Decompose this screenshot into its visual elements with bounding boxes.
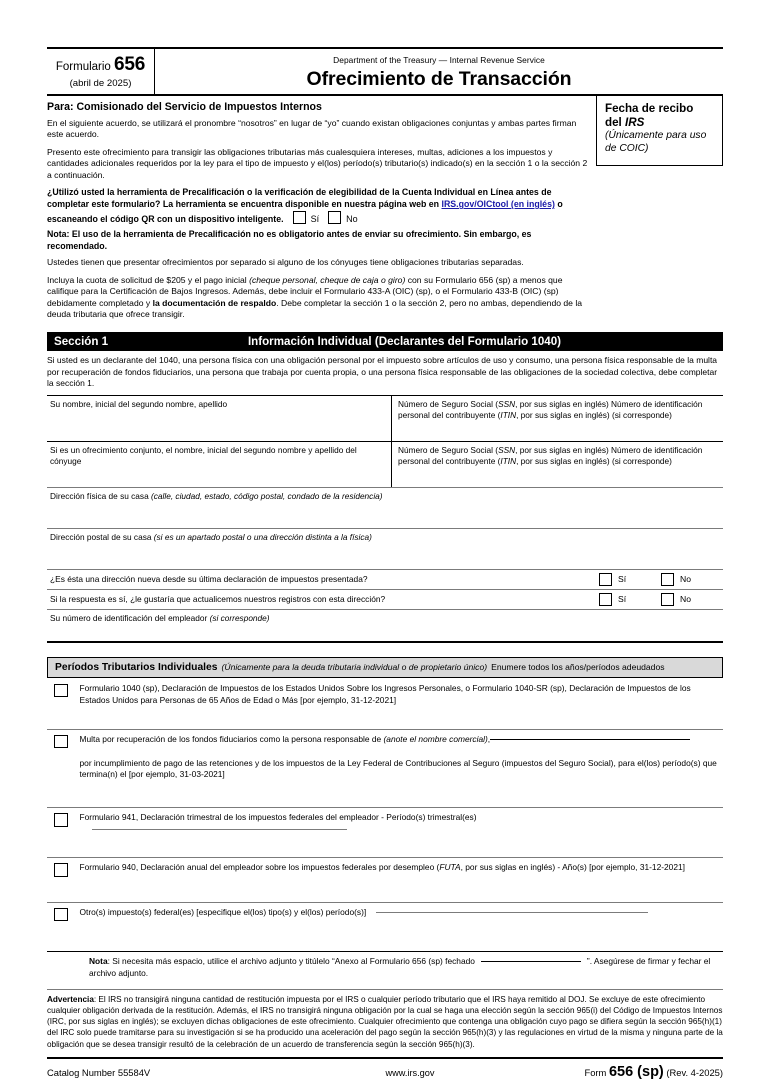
fill-space-1040[interactable] [47, 707, 723, 729]
fill-space-941[interactable] [47, 836, 723, 857]
attachment-note [47, 951, 723, 980]
attachment-note-text-a: : Si necesita más espacio, utilice el archivo adjunto y titúlelo “Anexo al Formulario 656 (sp) fechado [107, 956, 475, 967]
futa-abbrev: FUTA [439, 862, 461, 873]
new-address-yes-option[interactable] [599, 573, 661, 586]
fill-space-other[interactable] [47, 921, 723, 951]
spouse-ssn-label-a: Número de Seguro Social ( [398, 444, 499, 455]
receipt-box-subtitle: (Únicamente para uso de COIC) [605, 130, 707, 154]
mailing-address-field[interactable] [47, 528, 723, 569]
checkbox-1040[interactable] [54, 684, 68, 698]
intro-paragraph-1: En el siguiente acuerdo, se utilizará el pronombre “nosotros” en lugar de “yo” cuando existan obligaciones conjuntas y ambas partes firman este acuerdo. [47, 118, 577, 140]
ssn-label-a: Número de Seguro Social ( [398, 398, 499, 409]
form-title-block [155, 49, 723, 94]
spouse-ssn-field[interactable] [392, 442, 723, 487]
prequalifier-no-checkbox[interactable] [328, 211, 341, 224]
attachment-note-label: Nota [89, 956, 108, 967]
spouse-name-field[interactable] [47, 442, 392, 487]
home-address-label-a: Dirección física de su casa [50, 490, 151, 501]
update-records-question: Si la respuesta es sí, ¿le gustaría que actualicemos nuestros registros con esta dirección? [50, 594, 386, 605]
spouse-ssn-label-c: , por sus siglas en inglés) (si corresponde) [516, 455, 672, 466]
new-address-no-option[interactable] [661, 573, 723, 586]
footer-form-id [523, 1064, 723, 1080]
other-taxes-text: Otro(s) impuesto(s) federal(es) [especifique el(los) tipo(s) y el(los) período(s)] [79, 906, 367, 917]
form-941-text: Formulario 941, Declaración trimestral de los impuestos federales del empleador - Período(s) trimestral(es) [79, 812, 477, 823]
intro-band [47, 94, 723, 330]
section-1-intro: Si usted es un declarante del 1040, una persona física con una obligación personal por el impuesto sobre artículos de uso y consumo, una persona física responsable de la multa por recuperación de fondos fiduciarios, una persona que trabaja por cuenta propia, o una persona física responsable de las obligaciones de la sociedad colectiva, debe completar la sección 1. [47, 355, 718, 389]
home-address-label-i: (calle, ciudad, estado, código postal, condado de la residencia) [151, 490, 383, 501]
label-940 [68, 862, 724, 877]
tax-periods-heading-italic: (Únicamente para la deuda tributaria individual o de propietario único) [221, 662, 488, 673]
ssn-label-c: , por sus siglas en inglés) (si corresponde) [516, 409, 672, 420]
other-taxes-line[interactable] [376, 912, 648, 913]
warning-paragraph [47, 989, 723, 1050]
update-records-no-label: No [680, 594, 691, 605]
taxpayer-ssn-field[interactable] [392, 396, 723, 441]
prequalifier-question [47, 187, 588, 226]
prequalifier-question-text-2: o escaneando el código QR con un dispositivo inteligente. [47, 199, 563, 225]
spouse-itin-abbrev: ITIN [500, 455, 517, 466]
taxpayer-ssn-label [398, 399, 720, 421]
section-1-number: Sección 1 [54, 335, 109, 349]
form-940-text-b: , por sus siglas en inglés) - Año(s) [por ejemplo, 31-12-2021] [460, 862, 685, 873]
receipt-title-irs: IRS [624, 115, 645, 129]
receipt-title-prefix: del [605, 115, 625, 129]
fill-space-trust-fund[interactable] [47, 781, 723, 807]
taxpayer-name-label: Su nombre, inicial del segundo nombre, apellido [50, 398, 228, 409]
mailing-address-label-i: (si es un apartado postal o una dirección distinta a la física) [153, 531, 372, 542]
catalog-number: Catalog Number 55584V [47, 1066, 151, 1078]
oic-tool-link[interactable]: IRS.gov/OICtool (en inglés) [441, 199, 555, 210]
receipt-box-title [605, 102, 716, 129]
receipt-title-line1: Fecha de recibo [605, 102, 694, 115]
tax-periods-heading [47, 657, 723, 678]
mailing-address-label [50, 532, 720, 543]
taxpayer-name-row [47, 395, 723, 441]
attachment-note-text-b: ”. Asegúrese de firmar y fechar el archivo adjunto. [89, 956, 711, 978]
fee-text-b: con su Formulario 656 (sp) a menos que califique para la Certificación de Bajos Ingresos. Además, debe incluir el Formulario 433-A (OIC) (sp), o el Formulario 433-B (OIC) (sp) debidamente completado y [47, 274, 563, 308]
intro-paragraph-2: Presento este ofrecimiento para transigir las obligaciones tributarias más cualesquiera intereses, multas, adiciones a los impuestos y cantidades adicionales requeridos por la ley para el tipo de impuesto y el(los) período(s) tributario(s) indicado(s) en la sección 1 o la sección 2 a continuación. [47, 146, 588, 180]
form-number-line [49, 55, 152, 74]
update-records-no-checkbox[interactable] [661, 593, 674, 606]
prequalifier-question-text-1: ¿Utilizó usted la herramienta de Precalificación o la verificación de elegibilidad de la Cuenta Individual en Línea antes de completar este formulario? La herramienta se encuentra disponible en nuestra página web en [47, 187, 552, 210]
irs-receipt-date-box [596, 96, 723, 166]
form-date: (abril de 2025) [69, 78, 132, 89]
spouse-name-label: Si es un ofrecimiento conjunto, el nombre, inicial del segundo nombre y apellido del cónyuge [50, 444, 357, 466]
fee-text-c: . Debe completar la sección 1 o la sección 2, pero no ambas, dependiendo de la deuda tributaria que ofrece transigir. [47, 297, 583, 320]
form-940-text-a: Formulario 940, Declaración anual del empleador sobre los impuestos federales por desempleo ( [79, 862, 440, 873]
checkbox-940[interactable] [54, 863, 68, 877]
ssn-label-b: , por sus siglas en inglés) Número de identificación personal del contribuyente ( [398, 398, 703, 420]
receipt-column [596, 96, 723, 330]
checkbox-trust-fund-penalty[interactable] [54, 735, 68, 749]
tax-period-item-other[interactable] [47, 902, 723, 922]
mailing-address-label-a: Dirección postal de su casa [50, 531, 154, 542]
tfrp-text-c: por incumplimiento de pago de las retenciones y de los impuestos de la Ley Federal de Contribuciones al Seguro (impuestos del Seguro Social), para el(los) período(s) que termina(n) el [por ejemplo, 31-03-2021] [79, 757, 717, 780]
irs-website-url: www.irs.gov [385, 1067, 435, 1078]
intro-paragraph-4 [47, 275, 588, 321]
checkbox-941[interactable] [54, 813, 68, 827]
update-records-question-row [47, 589, 723, 609]
label-trust-fund-penalty [68, 734, 724, 782]
section-1-title: Información Individual (Declarantes del Formulario 1040) [247, 335, 562, 349]
tfrp-business-name-line[interactable] [490, 739, 690, 740]
form-sheet [47, 47, 723, 1080]
label-1040: Formulario 1040 (sp), Declaración de Impuestos de los Estados Unidos Sobre los Ingresos Personales, o Formulario 1040-SR (sp), Declaración de Impuestos de los Estados Unidos para Personas de 65 Años de Edad o Más [por ejemplo, 31-12-2021] [79, 682, 691, 705]
home-address-label [50, 491, 720, 502]
itin-abbrev: ITIN [500, 409, 517, 420]
fee-text-bold: la documentación de respaldo [152, 297, 277, 308]
form-footer [47, 1057, 723, 1080]
section-divider [47, 641, 723, 657]
spouse-ssn-abbrev: SSN [498, 444, 516, 455]
label-941 [68, 812, 724, 836]
tfrp-text-italic: (anote el nombre comercial) [383, 733, 488, 744]
footer-form-number: 656 (sp) [608, 1063, 664, 1080]
tax-periods-heading-bold: Períodos Tributarios Individuales [55, 661, 218, 673]
tax-period-item-941[interactable] [47, 807, 723, 836]
attachment-date-line[interactable] [481, 961, 581, 962]
fee-text-a: Incluya la cuota de solicitud de $205 y el pago inicial [47, 274, 250, 285]
employer-id-label-i: (si corresponde) [209, 612, 270, 623]
tax-period-item-1040[interactable] [47, 678, 723, 707]
addressee-line: Para: Comisionado del Servicio de Impuestos Internos [47, 101, 322, 113]
tfrp-text-b: , [487, 733, 491, 744]
fee-text-italic: (cheque personal, cheque de caja o giro) [249, 274, 406, 285]
intro-column [47, 96, 596, 330]
employer-id-label [50, 613, 720, 624]
new-address-no-label: No [680, 574, 691, 585]
home-address-field[interactable] [47, 487, 723, 528]
section-1-bar [47, 332, 723, 351]
spouse-ssn-label [398, 445, 720, 467]
footer-form-revision: (Rev. 4-2025) [663, 1066, 723, 1078]
form-header [47, 47, 723, 94]
update-records-yes-checkbox[interactable] [599, 593, 612, 606]
prequalifier-no-label: No [346, 214, 358, 225]
department-line: Department of the Treasury — Internal Revenue Service [333, 55, 545, 65]
warning-text: : El IRS no transigirá ninguna cantidad de restitución impuesta por el IRS o cualquier período tributario que el IRS haya remitido al DOJ. Se excluye de este ofrecimiento cualquier obligación derivada de la restitución. Además, el IRS no transigirá ninguna obligación por la cual se haga una elección según la sección 965(i) del Código de Impuestos Internos (IRC, por sus siglas en inglés); se excluyen dichas obligaciones de este ofrecimiento. Cualquier ofrecimiento que contenga una obligación cuyo pago se difiera según la sección 965(h)(1) del IRC solo puede tramitarse para su investigación si se ha producido una aceleración del pago según la sección 965(h)(3) y las regulaciones en virtud de la misma y ninguna parte de la obligación que se desea transigir resultó de la celebración de un acuerdo de transferencia según la sección 965(h)(3). [47, 994, 723, 1049]
new-address-question-row [47, 569, 723, 589]
new-address-yes-checkbox[interactable] [599, 573, 612, 586]
spouse-ssn-label-b: , por sus siglas en inglés) Número de identificación personal del contribuyente ( [398, 444, 703, 466]
fill-space-940[interactable] [47, 877, 723, 902]
prequalifier-note: Nota: El uso de la herramienta de Precalificación no es obligatorio antes de enviar su ofrecimiento. Sin embargo, es recomendado. [47, 228, 532, 251]
tax-period-item-trust-fund-penalty[interactable] [47, 729, 723, 782]
tfrp-text-a: Multa por recuperación de los fondos fiduciarios como la persona responsable de [79, 733, 384, 744]
employer-id-field[interactable] [47, 609, 723, 641]
prequalifier-yes-label: Sí [310, 214, 320, 225]
ssn-abbrev: SSN [498, 398, 516, 409]
spouse-name-row [47, 441, 723, 487]
prequalifier-yes-checkbox[interactable] [293, 211, 306, 224]
warning-label: Advertencia [47, 994, 94, 1004]
update-records-yes-label: Sí [618, 594, 627, 605]
taxpayer-name-field[interactable] [47, 396, 392, 441]
form-label: Formulario [55, 61, 111, 73]
new-address-yes-label: Sí [618, 574, 627, 585]
update-records-no-option[interactable] [661, 593, 723, 606]
employer-id-label-a: Su número de identificación del empleador [50, 612, 210, 623]
new-address-question: ¿Es ésta una dirección nueva desde su última declaración de impuestos presentada? [50, 574, 368, 585]
form-number-block [47, 49, 155, 94]
form-941-periods-line[interactable] [92, 829, 347, 830]
page-title: Ofrecimiento de Transacción [306, 68, 572, 90]
tax-periods-heading-normal: Enumere todos los años/períodos adeudados [491, 662, 665, 673]
tax-period-item-940[interactable] [47, 857, 723, 877]
update-records-yes-option[interactable] [599, 593, 661, 606]
form-number: 656 [114, 54, 146, 75]
label-other-taxes [68, 907, 724, 922]
checkbox-other-taxes[interactable] [54, 908, 68, 922]
footer-form-prefix: Form [584, 1066, 609, 1078]
new-address-no-checkbox[interactable] [661, 573, 674, 586]
intro-paragraph-3: Ustedes tienen que presentar ofrecimientos por separado si alguno de los cónyuges tiene obligaciones tributarias separadas. [47, 257, 524, 268]
